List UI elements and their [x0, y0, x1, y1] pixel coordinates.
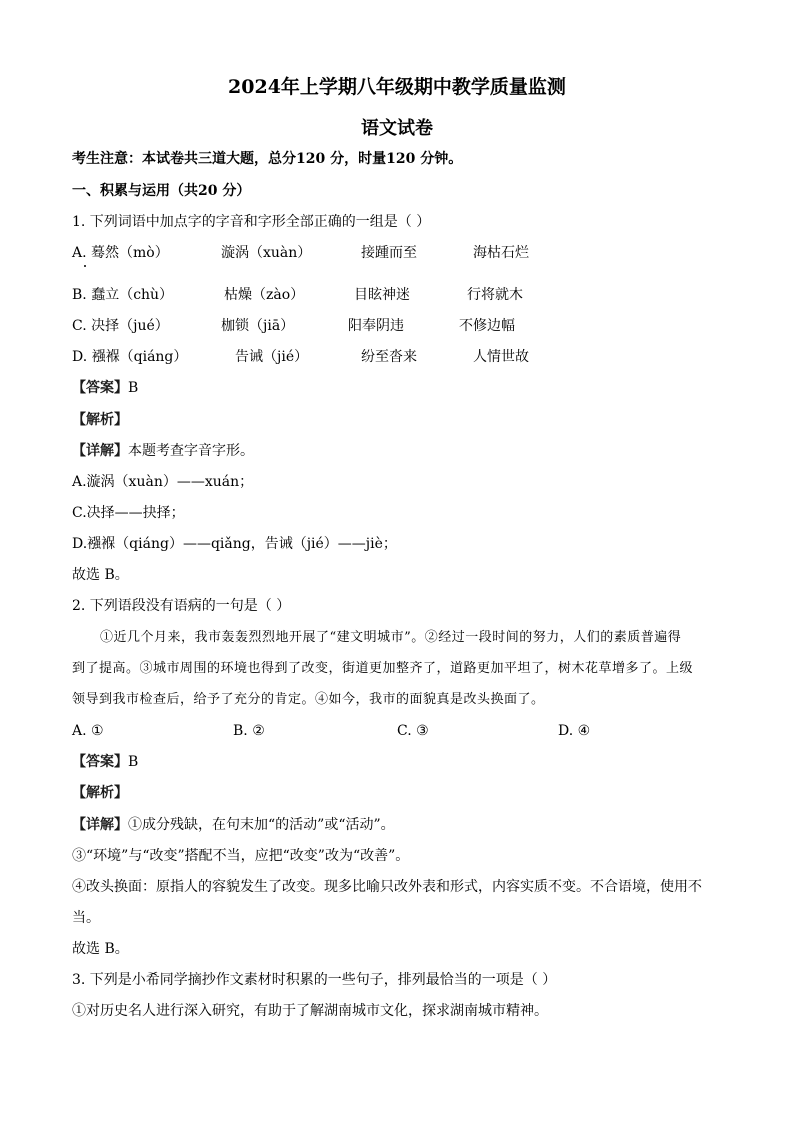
answer-value: B [128, 380, 139, 396]
q2-analysis-line: ③“环境”与“改变”搭配不当，应把“改变”改为“改善”。 [72, 848, 410, 864]
q1-option-c-word4: 不修边幅 [459, 318, 515, 334]
q2-option-d: D. ④ [558, 723, 591, 739]
q1-analysis-line: C.决择——抉择； [72, 505, 185, 521]
q2-analysis-label [72, 783, 128, 803]
detail-text: ①成分残缺，在句末加“的活动”或“活动”。 [128, 817, 395, 833]
q2-passage-line: 领导到我市检查后，给予了充分的肯定。④如今，我市的面貌真是改头换面了。 [72, 692, 545, 707]
answer-label: 【答案】 [72, 754, 128, 770]
analysis-label: 【解析】 [72, 785, 128, 801]
q1-option-a-word2: 漩涡（xuàn） [221, 245, 312, 261]
q2-answer [72, 752, 138, 772]
q1-analysis-label [72, 410, 128, 430]
q1-option-b-word3: 目眩神迷 [354, 287, 410, 303]
q1-analysis-line: A.漩涡（xuàn）——xuán； [72, 474, 254, 490]
q1-conclusion: 故选 B。 [72, 567, 129, 583]
q3-stem: 3. 下列是小希同学摘抄作文素材时积累的一些句子，排列最恰当的一项是（ ） [72, 972, 557, 988]
q1-option-b: B. 蠢立（chù） [72, 287, 174, 303]
detail-label: 【详解】 [72, 443, 128, 459]
q2-conclusion: 故选 B。 [72, 941, 129, 957]
q2-passage-line: ①近几个月来，我市轰轰烈烈地开展了“建文明城市”。②经过一段时间的努力，人们的素质普遍得 [100, 630, 682, 645]
q2-analysis-line: 当。 [72, 910, 100, 926]
section-heading: 一、积累与运用（共20 分） [72, 183, 251, 199]
exam-title: 2024年上学期八年级期中教学质量监测 [228, 76, 566, 98]
answer-value: B [128, 754, 139, 770]
q1-option-c: C. 决择（jué） [72, 318, 169, 334]
exam-subtitle: 语文试卷 [361, 118, 433, 139]
q1-option-d: D. 襁褓（qiáng） [72, 349, 188, 365]
exam-notice: 考生注意：本试卷共三道大题，总分120 分，时量120 分钟。 [72, 151, 463, 167]
q2-detail [72, 815, 395, 835]
q1-answer [72, 378, 138, 398]
q2-passage-line: 到了提高。③城市周围的环境也得到了改变，街道更加整齐了，道路更加平坦了，树木花草增多了。上级 [72, 661, 694, 676]
q1-analysis-line: D.襁褓（qiáng）——qiǎng，告诫（jié）——jiè； [72, 536, 397, 552]
q1-option-a-word4: 海枯石烂 [473, 245, 529, 261]
q1-detail [72, 441, 254, 461]
q2-stem: 2. 下列语段没有语病的一句是（ ） [72, 598, 291, 614]
detail-text: 本题考查字音字形。 [128, 443, 254, 459]
detail-label: 【详解】 [72, 817, 128, 833]
q2-option-b: B. ② [233, 723, 265, 739]
q1-option-b-word4: 行将就木 [467, 287, 523, 303]
emphasis-dot [84, 265, 86, 267]
q1-option-c-word2: 枷锁（jiā） [221, 318, 295, 334]
analysis-label: 【解析】 [72, 412, 128, 428]
q3-sentence-1: ①对历史名人进行深入研究，有助于了解湖南城市文化，探求湖南城市精神。 [72, 1003, 548, 1019]
answer-label: 【答案】 [72, 380, 128, 396]
q2-analysis-line: ④改头换面：原指人的容貌发生了改变。现多比喻只改外表和形式，内容实质不变。不合语境，使用不 [72, 879, 702, 895]
q2-option-a: A. ① [72, 723, 104, 739]
q1-stem: 1. 下列词语中加点字的字音和字形全部正确的一组是（ ） [72, 214, 431, 230]
q1-option-c-word3: 阳奉阴违 [348, 318, 404, 334]
q1-option-d-word3: 纷至沓来 [361, 349, 417, 365]
q1-option-d-word4: 人情世故 [473, 349, 529, 365]
q1-option-a: A. 蓦然（mò） [72, 245, 169, 261]
q1-option-a-word3: 接踵而至 [361, 245, 417, 261]
q2-option-c: C. ③ [397, 723, 429, 739]
q1-option-b-word2: 枯燥（zào） [224, 287, 305, 303]
q1-option-d-word2: 告诫（jié） [235, 349, 309, 365]
